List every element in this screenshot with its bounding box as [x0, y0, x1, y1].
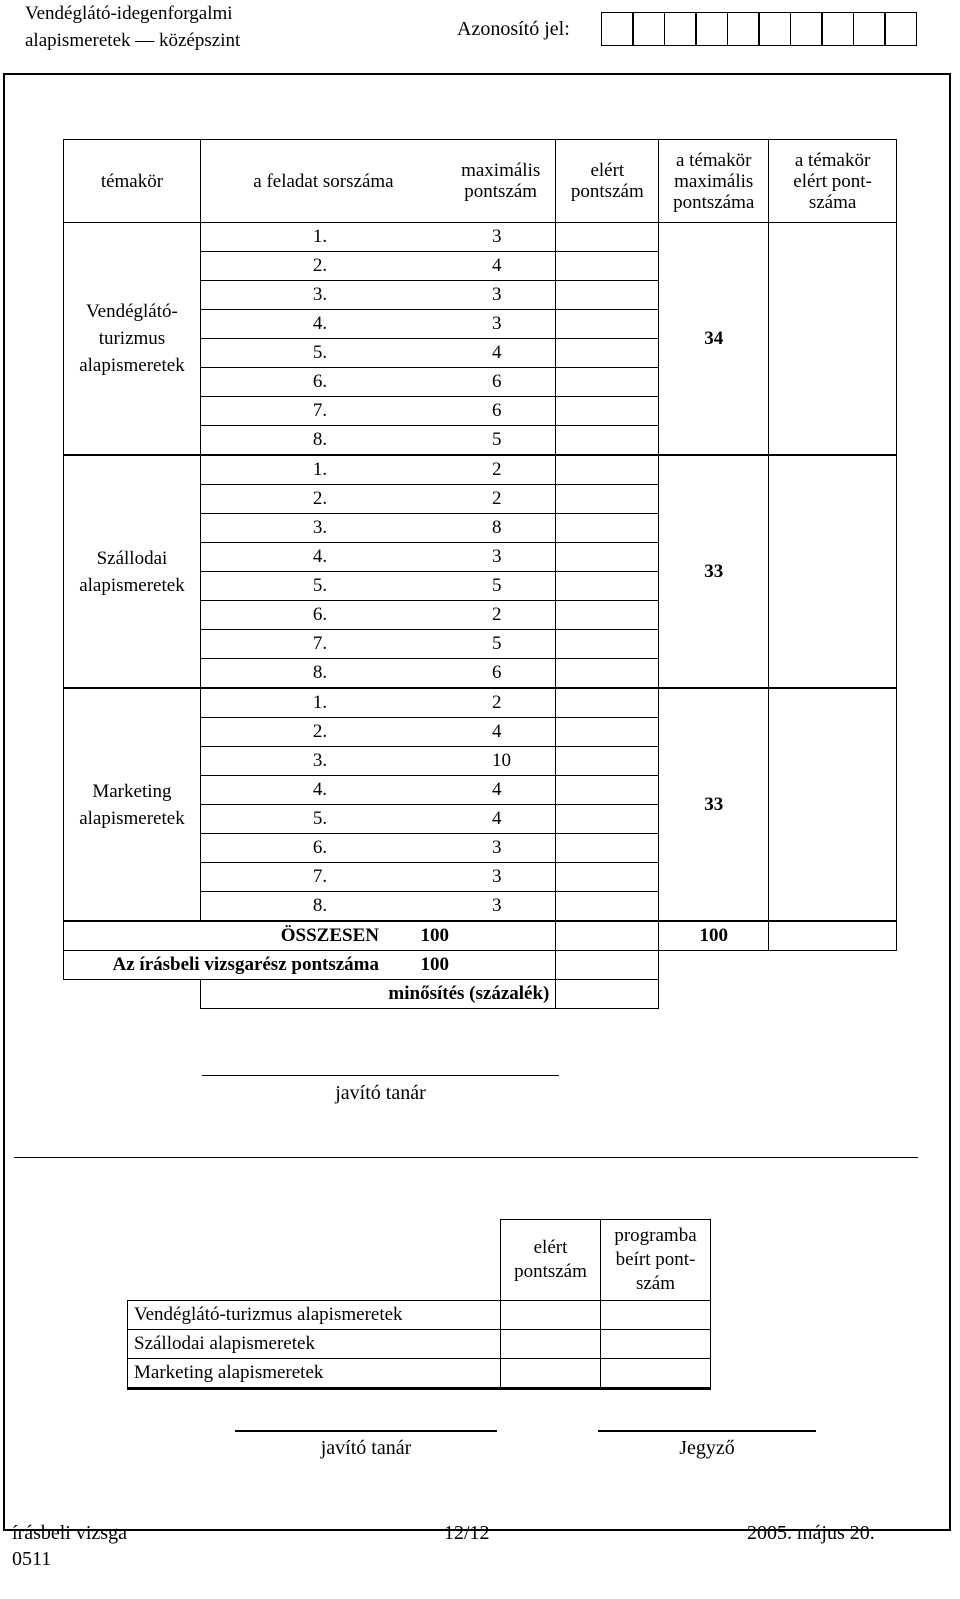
- task-max-points: 3: [446, 310, 556, 339]
- header-subject: [25, 0, 240, 54]
- signature-label-notary: Jegyző: [679, 1437, 735, 1459]
- program-header-achieved: elért pontszám: [501, 1220, 601, 1301]
- task-achieved-cell[interactable]: [556, 455, 659, 485]
- task-number: 3.: [200, 514, 446, 543]
- program-cell-achieved[interactable]: [501, 1359, 601, 1389]
- task-number: 3.: [200, 747, 446, 776]
- task-max-points: 6: [446, 397, 556, 426]
- program-cell-entered[interactable]: [601, 1301, 711, 1330]
- program-header-entered: programba beírt pont- szám: [601, 1220, 711, 1301]
- topic-name: Marketing alapismeretek: [64, 688, 201, 921]
- program-row: [128, 1301, 711, 1330]
- task-achieved-cell[interactable]: [556, 601, 659, 630]
- task-max-points: 6: [446, 659, 556, 689]
- task-number: 6.: [200, 601, 446, 630]
- score-body: [64, 223, 897, 922]
- rating-cell[interactable]: [556, 980, 659, 1009]
- task-achieved-cell[interactable]: [556, 426, 659, 456]
- task-number: 7.: [200, 630, 446, 659]
- rating-row: [64, 980, 897, 1009]
- id-box[interactable]: [790, 12, 823, 46]
- task-max-points: 3: [446, 834, 556, 863]
- task-number: 8.: [200, 426, 446, 456]
- footer-exam-type: írásbeli vizsga: [12, 1522, 127, 1544]
- written-row: [64, 951, 897, 980]
- task-max-points: 2: [446, 688, 556, 718]
- task-achieved-cell[interactable]: [556, 747, 659, 776]
- footer-left: [12, 1520, 127, 1572]
- id-box[interactable]: [601, 12, 634, 46]
- topic-max-points: 33: [659, 688, 769, 921]
- signature-label-teacher: javító tanár: [335, 1082, 426, 1104]
- task-max-points: 5: [446, 630, 556, 659]
- program-cell-entered[interactable]: [601, 1359, 711, 1389]
- task-number: 2.: [200, 718, 446, 747]
- task-achieved-cell[interactable]: [556, 718, 659, 747]
- task-number: 6.: [200, 368, 446, 397]
- task-max-points: 3: [446, 281, 556, 310]
- task-max-points: 4: [446, 805, 556, 834]
- task-achieved-cell[interactable]: [556, 223, 659, 252]
- separator-line: [14, 1157, 918, 1158]
- topic-max-points: 34: [659, 223, 769, 456]
- total-row: [64, 921, 897, 951]
- task-achieved-cell[interactable]: [556, 834, 659, 863]
- program-cell-achieved[interactable]: [501, 1330, 601, 1359]
- subject-line-1: Vendéglátó-idegenforgalmi: [25, 3, 233, 24]
- score-row: [64, 688, 897, 718]
- task-achieved-cell[interactable]: [556, 659, 659, 689]
- task-achieved-cell[interactable]: [556, 485, 659, 514]
- task-achieved-cell[interactable]: [556, 630, 659, 659]
- task-achieved-cell[interactable]: [556, 572, 659, 601]
- id-box[interactable]: [758, 12, 791, 46]
- topic-name: Szállodai alapismeretek: [64, 455, 201, 688]
- topic-max-points: 33: [659, 455, 769, 688]
- task-achieved-cell[interactable]: [556, 310, 659, 339]
- total-achieved-cell[interactable]: [556, 921, 659, 951]
- task-achieved-cell[interactable]: [556, 397, 659, 426]
- task-max-points: 3: [446, 863, 556, 892]
- header-max: maximális pontszám: [446, 140, 556, 223]
- header-achieved: elért pontszám: [556, 140, 659, 223]
- score-row: [64, 455, 897, 485]
- task-achieved-cell[interactable]: [556, 776, 659, 805]
- task-achieved-cell[interactable]: [556, 863, 659, 892]
- topic-name: Vendéglátó- turizmus alapismeretek: [64, 223, 201, 456]
- written-achieved-cell[interactable]: [556, 951, 659, 980]
- program-row: [128, 1359, 711, 1389]
- id-label: Azonosító jel:: [457, 18, 570, 40]
- task-number: 8.: [200, 892, 446, 922]
- task-max-points: 5: [446, 572, 556, 601]
- program-row-label: Vendéglátó-turizmus alapismeretek: [128, 1301, 501, 1330]
- task-achieved-cell[interactable]: [556, 892, 659, 922]
- task-achieved-cell[interactable]: [556, 252, 659, 281]
- task-max-points: 3: [446, 543, 556, 572]
- rating-label: minősítés (százalék): [200, 980, 555, 1009]
- task-number: 1.: [200, 455, 446, 485]
- task-number: 4.: [200, 776, 446, 805]
- task-max-points: 4: [446, 339, 556, 368]
- id-box[interactable]: [884, 12, 917, 46]
- signature-label-teacher-2: javító tanár: [320, 1437, 412, 1459]
- task-max-points: 4: [446, 776, 556, 805]
- score-table: [63, 139, 897, 1009]
- footer-code: 0511: [12, 1548, 52, 1570]
- program-cell-entered[interactable]: [601, 1330, 711, 1359]
- signature-line-notary: [598, 1430, 816, 1432]
- topic-achieved-cell[interactable]: [769, 455, 897, 688]
- total-max: 100: [420, 925, 449, 946]
- task-max-points: 3: [446, 892, 556, 922]
- task-max-points: 3: [446, 223, 556, 252]
- footer-page: 12/12: [444, 1522, 490, 1544]
- topic-achieved-cell[interactable]: [769, 688, 897, 921]
- task-number: 1.: [200, 688, 446, 718]
- program-cell-achieved[interactable]: [501, 1301, 601, 1330]
- program-row-label: Szállodai alapismeretek: [128, 1330, 501, 1359]
- id-box[interactable]: [821, 12, 854, 46]
- total-label-cell: [64, 921, 556, 951]
- subject-line-2: alapismeretek — középszint: [25, 30, 241, 51]
- program-row: [128, 1330, 711, 1359]
- task-number: 1.: [200, 223, 446, 252]
- task-achieved-cell[interactable]: [556, 339, 659, 368]
- written-value: 100: [420, 954, 449, 975]
- task-number: 5.: [200, 805, 446, 834]
- program-row-label: Marketing alapismeretek: [128, 1359, 501, 1389]
- task-achieved-cell[interactable]: [556, 368, 659, 397]
- task-number: 2.: [200, 252, 446, 281]
- header-topic-achieved: a témakör elért pont- száma: [769, 140, 897, 223]
- id-boxes[interactable]: [602, 12, 917, 46]
- written-label: Az írásbeli vizsgarész pontszáma: [112, 954, 379, 975]
- task-number: 8.: [200, 659, 446, 689]
- task-max-points: 10: [446, 747, 556, 776]
- task-number: 2.: [200, 485, 446, 514]
- task-number: 5.: [200, 339, 446, 368]
- task-achieved-cell[interactable]: [556, 688, 659, 718]
- total-topic-max: 100: [659, 921, 769, 951]
- task-achieved-cell[interactable]: [556, 281, 659, 310]
- id-box[interactable]: [727, 12, 760, 46]
- header-topic-max: a témakör maximális pontszáma: [659, 140, 769, 223]
- program-table: [127, 1219, 711, 1390]
- task-achieved-cell[interactable]: [556, 805, 659, 834]
- task-achieved-cell[interactable]: [556, 514, 659, 543]
- program-header-row: [128, 1220, 711, 1301]
- written-label-cell: [64, 951, 556, 980]
- task-achieved-cell[interactable]: [556, 543, 659, 572]
- task-number: 7.: [200, 397, 446, 426]
- id-box[interactable]: [632, 12, 665, 46]
- task-number: 4.: [200, 543, 446, 572]
- signature-line-teacher: [235, 1430, 497, 1432]
- task-max-points: 4: [446, 252, 556, 281]
- signature-line: [202, 1075, 559, 1076]
- footer-date: 2005. május 20.: [747, 1522, 875, 1544]
- task-max-points: 2: [446, 455, 556, 485]
- task-number: 6.: [200, 834, 446, 863]
- task-max-points: 4: [446, 718, 556, 747]
- total-topic-achieved-cell[interactable]: [769, 921, 897, 951]
- task-max-points: 2: [446, 601, 556, 630]
- task-max-points: 2: [446, 485, 556, 514]
- task-max-points: 6: [446, 368, 556, 397]
- task-number: 5.: [200, 572, 446, 601]
- task-number: 3.: [200, 281, 446, 310]
- task-max-points: 8: [446, 514, 556, 543]
- score-header-row: [64, 140, 897, 223]
- header-task-no: a feladat sorszáma: [200, 140, 446, 223]
- id-box[interactable]: [695, 12, 728, 46]
- task-number: 7.: [200, 863, 446, 892]
- id-box[interactable]: [664, 12, 697, 46]
- header-topic: témakör: [64, 140, 201, 223]
- task-number: 4.: [200, 310, 446, 339]
- total-label: ÖSSZESEN: [280, 925, 379, 946]
- id-box[interactable]: [853, 12, 886, 46]
- score-row: [64, 223, 897, 252]
- topic-achieved-cell[interactable]: [769, 223, 897, 456]
- task-max-points: 5: [446, 426, 556, 456]
